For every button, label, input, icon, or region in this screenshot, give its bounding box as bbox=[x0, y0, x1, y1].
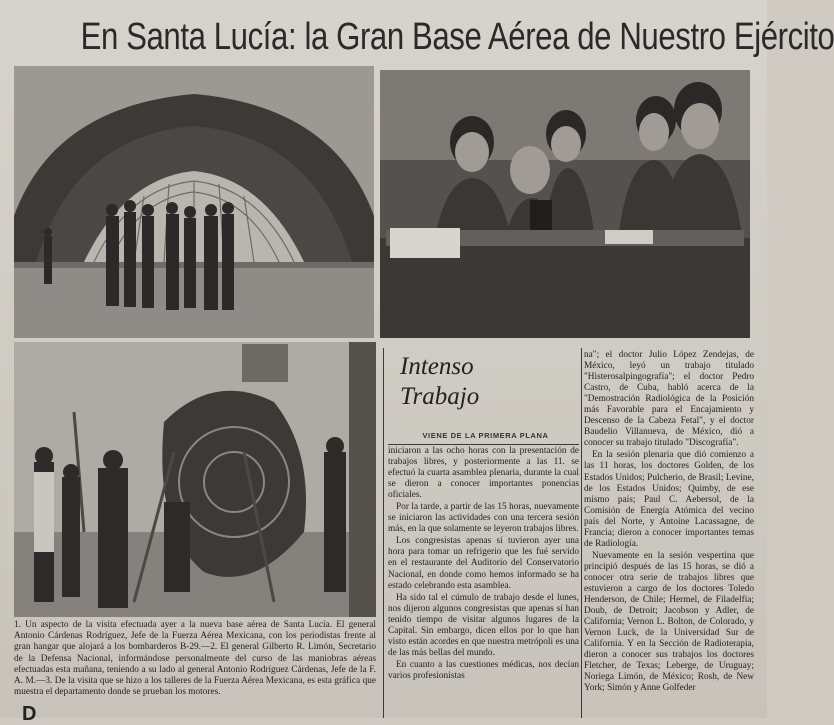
officials-photo bbox=[380, 70, 750, 338]
article-paragraph: Por la tarde, a partir de las 15 horas, nuevamente se iniciaron las actividades con una tercera sesión más, en la que solamente se leyeron trabajos libres. bbox=[388, 502, 579, 535]
next-article-fragment: D bbox=[22, 703, 37, 725]
article-column-1 bbox=[388, 446, 579, 718]
article-paragraph: na"; el doctor Julio López Zendejas, de México, leyó un trabajo titulado "Histerosalpingografía"; el doctor Pedro Castro, de Cuba, habló acerca de la "Demostración Radiológica de la Posición más Favorable para el Encajamiento y Descenso de la Cabeza Fetal", y el doctor Baudelio Villanueva, de México, dió a conocer su trabajo titulado "Discografía". bbox=[584, 350, 754, 449]
article-title bbox=[400, 352, 580, 412]
continued-from-label: VIENE DE LA PRIMERA PLANA bbox=[422, 431, 549, 440]
continuation-rule bbox=[388, 444, 579, 445]
column-rule-left bbox=[383, 348, 384, 718]
article-paragraph: Ha sido tal el cúmulo de trabajo desde el lunes, nos dijeron algunos congresistas que apenas sí han tenido tiempo de visitar algunos lugares de la Capital. Sin embargo, dicen ellos por lo que han visto están acordes en que nuestra metrópoli es una de las más bellas del mundo. bbox=[388, 592, 579, 658]
article-title-line-2: Trabajo bbox=[400, 383, 480, 410]
engine-workshop-photo bbox=[14, 342, 376, 617]
article-paragraph: Los congresistas apenas sí tuvieron ayer una hora para tomar un refrigerio que les fué servido en el restaurante del Auditorio del Conservatorio Nacional, en donde como hemos informado se ha estado celebrando esta asamblea. bbox=[388, 536, 579, 591]
hangar-photo bbox=[14, 66, 374, 338]
headline: En Santa Lucía: la Gran Base Aérea de Nuestro Ejército bbox=[80, 16, 834, 58]
article-column-2 bbox=[584, 350, 754, 718]
column-rule-right bbox=[581, 348, 582, 718]
photo-caption: 1. Un aspecto de la visita efectuada ayer a la nueva base aérea de Santa Lucía. El general Antonio Cárdenas Rodríguez, Jefe de la Fuerza Aérea Mexicana, con los periodistas frente al gran hangar que alojará a los bombarderos B-29.—2. El general Gilberto R. Limón, Secretario de la Defensa Nacional, informándose personalmente del curso de las maniobras aéreas efectuadas esta mañana, teniendo a su lado al general Antonio Rodríguez Cárdenas, Jefe de la F. A. M.—3. De la visita que se hizo a los talleres de la Fuerza Aérea Mexicana, es esta gráfica que muestra el departamento donde se prueban los motores. bbox=[14, 620, 376, 698]
article-paragraph: En la sesión plenaria que dió comienzo a las 11 horas, los doctores Golden, de los Estados Unidos; Pulcherio, de Brasil; Levine, de los Estados Unidos; Quimby, de ese mismo país; Paul C. Aebersol, de la Comisión de Energía Atómica del vecino país del Norte, y Antoine Lacassagne, de Francia; dieron a conocer importantes temas de Radiología. bbox=[584, 450, 754, 549]
article-paragraph: iniciaron a las ocho horas con la presentación de trabajos libres, y posteriormente a las 11. se efectuó la cuarta asamblea plenaria, durante la cual se dieron a conocer importantes ponencias oficiales. bbox=[388, 446, 579, 501]
article-paragraph: Nuevamente en la sesión vespertina que principió después de las 15 horas, se dió a conocer otra serie de trabajos libres que estuvieron a cargo de los doctores Toledo Henderson, de Chile; Hermel, de Filadelfia; Doub, de Detroit; Jacobson y Adler, de California; Vernon L. Bolton, de Colorado, y Vernon Luck, de la Universidad Sur de California. Y en la Sección de Radioterapia, dieron a conocer sus trabajos los doctores Fletcher, de Texas; Leberge, de Uruguay; Noriega Limón, de México; Rosh, de New York; Simón y Anne Golfeder bbox=[584, 550, 754, 694]
article-title-line-1: Intenso bbox=[400, 353, 474, 380]
article-paragraph: En cuanto a las cuestiones médicas, nos decían varios profesionistas bbox=[388, 659, 579, 681]
